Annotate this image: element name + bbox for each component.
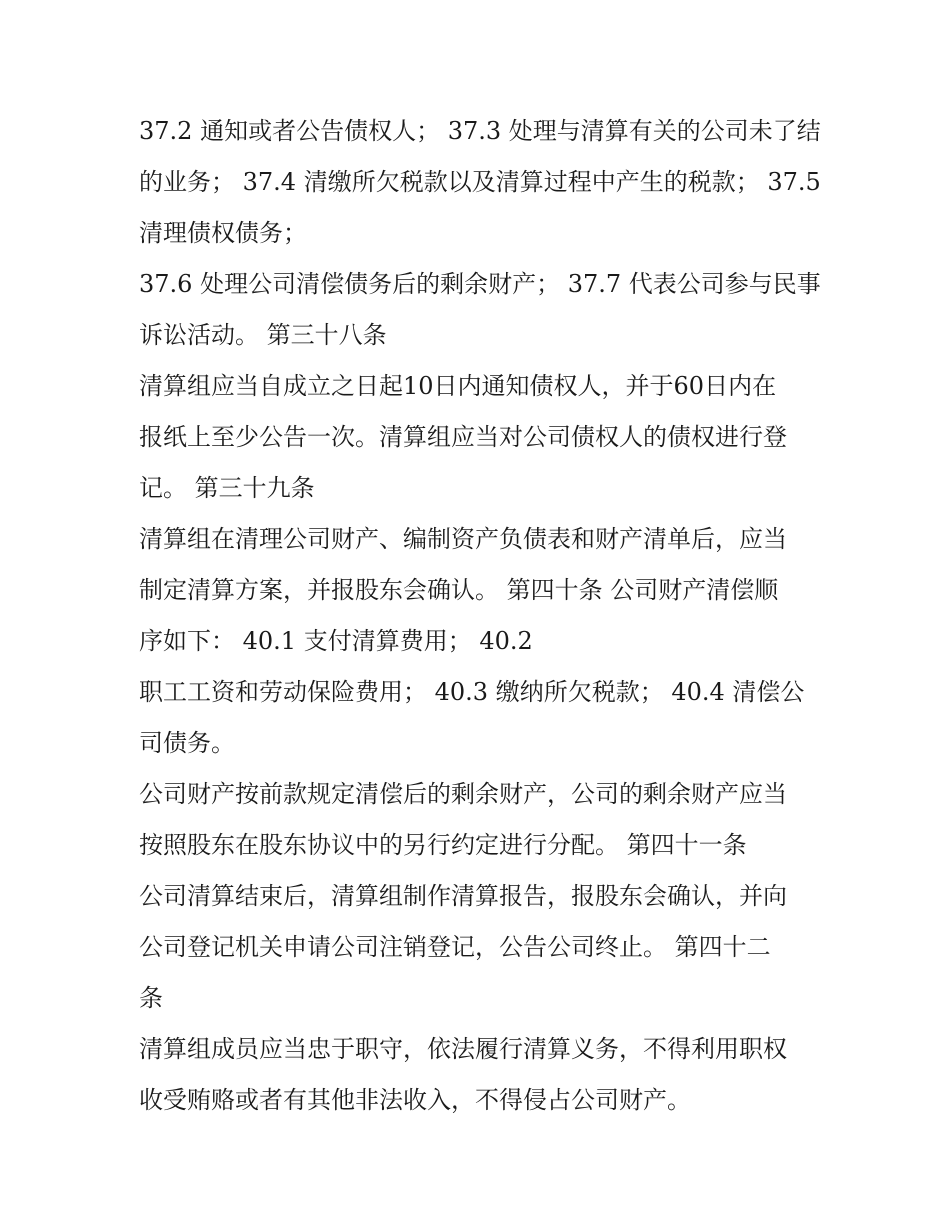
text-line: 37.2 通知或者公告债权人； 37.3 处理与清算有关的公司未了结: [139, 117, 821, 145]
text-line: 序如下： 40.1 支付清算费用； 40.2: [139, 627, 533, 655]
text-line: 清算组成员应当忠于职守，依法履行清算义务，不得利用职权: [139, 1035, 787, 1063]
text-line: 清算组应当自成立之日起10日内通知债权人，并于60日内在: [139, 372, 777, 400]
text-line: 职工工资和劳动保险费用； 40.3 缴纳所欠税款； 40.4 清偿公: [139, 678, 805, 706]
document-body: [139, 106, 819, 1126]
text-line: 报纸上至少公告一次。清算组应当对公司债权人的债权进行登: [139, 423, 787, 451]
text-line: 记。 第三十九条: [139, 474, 315, 502]
text-line: 的业务； 37.4 清缴所欠税款以及清算过程中产生的税款； 37.5: [139, 168, 821, 196]
text-line: 收受贿赂或者有其他非法收入，不得侵占公司财产。: [139, 1086, 691, 1114]
text-line: 司债务。: [139, 729, 235, 757]
text-line: 37.6 处理公司清偿债务后的剩余财产； 37.7 代表公司参与民事: [139, 270, 821, 298]
text-line: 条: [139, 984, 163, 1012]
text-line: 诉讼活动。 第三十八条: [139, 321, 387, 349]
text-line: 清算组在清理公司财产、编制资产负债表和财产清单后，应当: [139, 525, 787, 553]
text-line: 公司登记机关申请公司注销登记，公告公司终止。 第四十二: [139, 933, 771, 961]
text-line: 按照股东在股东协议中的另行约定进行分配。 第四十一条: [139, 831, 747, 859]
text-line: 公司清算结束后，清算组制作清算报告，报股东会确认，并向: [139, 882, 787, 910]
text-line: 制定清算方案，并报股东会确认。 第四十条 公司财产清偿顺: [139, 576, 779, 604]
text-line: 公司财产按前款规定清偿后的剩余财产，公司的剩余财产应当: [139, 780, 787, 808]
text-line: 清理债权债务；: [139, 219, 307, 247]
